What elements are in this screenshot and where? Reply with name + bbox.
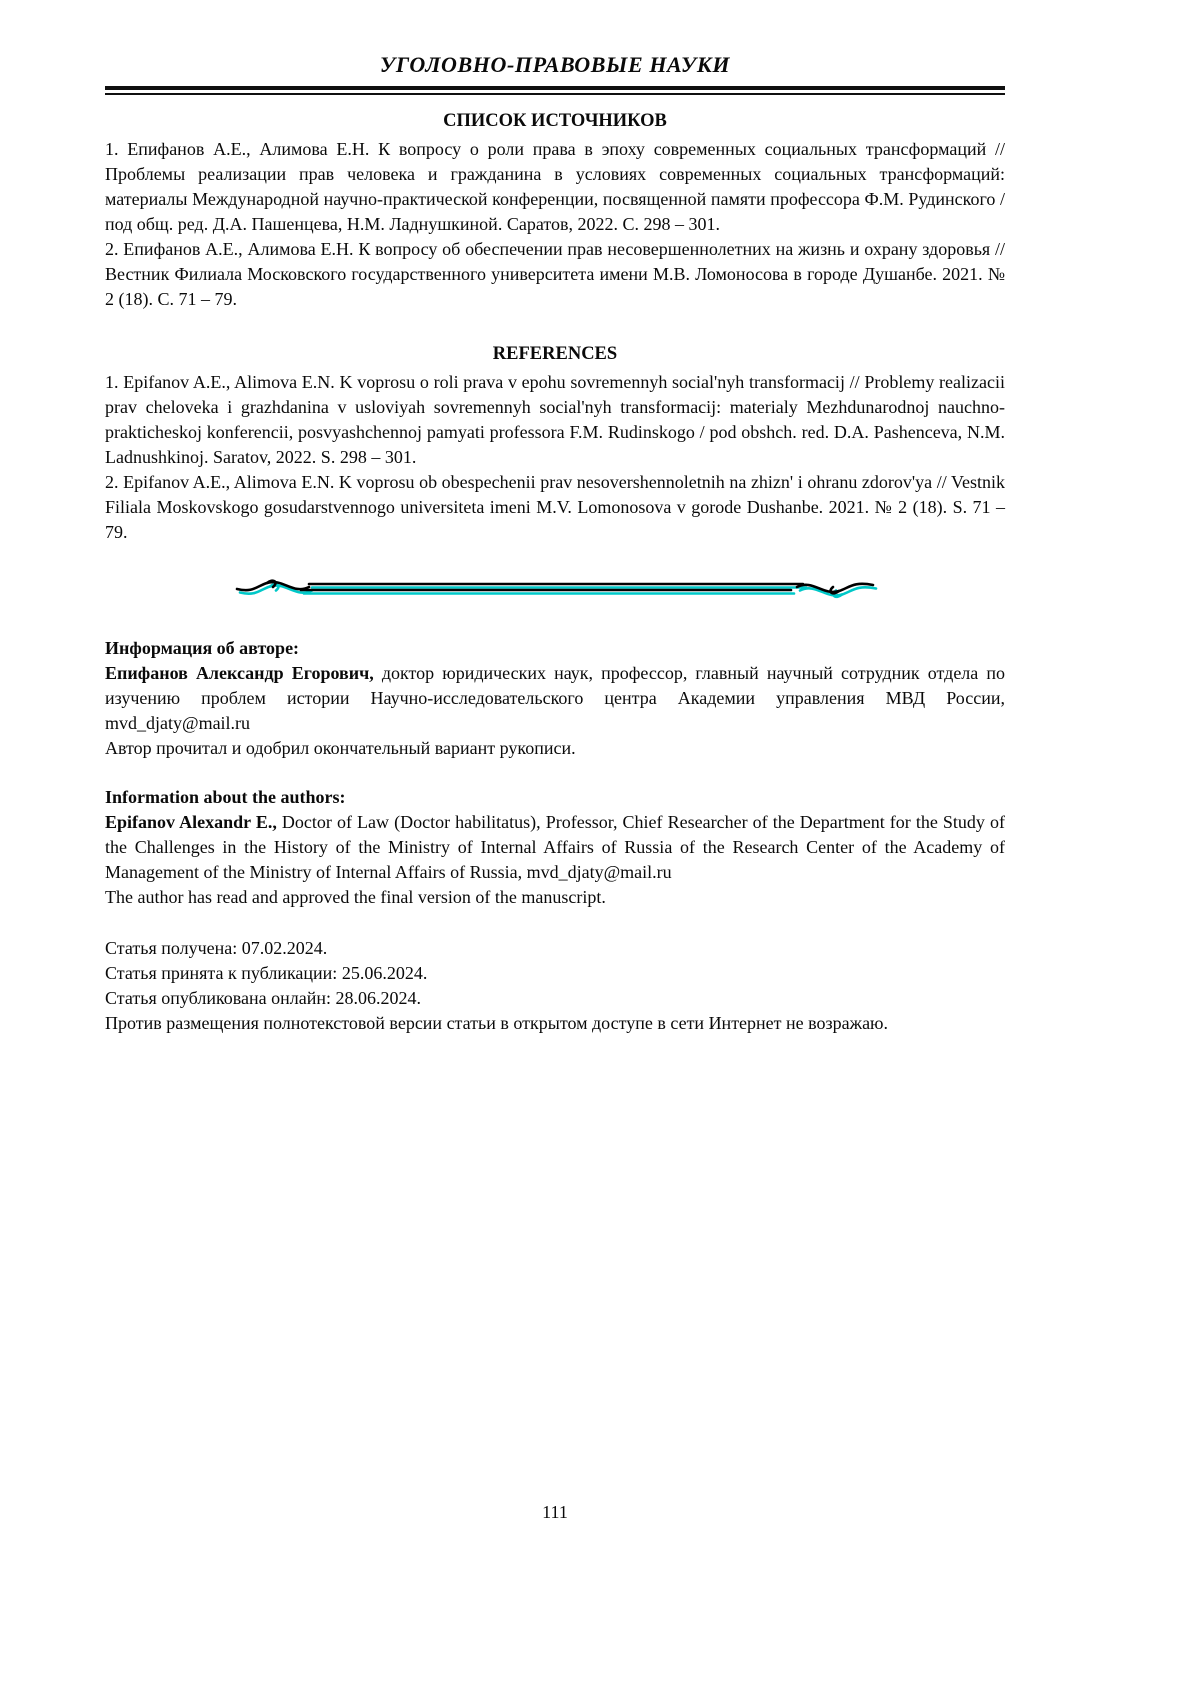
date-published: Статья опубликована онлайн: 28.06.2024. — [105, 988, 422, 1008]
author-info-ru-heading: Информация об авторе: — [105, 638, 300, 658]
author-info-en — [105, 785, 1005, 910]
header-double-rule — [105, 86, 1005, 95]
author-info-en-heading: Information about the authors: — [105, 787, 346, 807]
references-heading: REFERENCES — [492, 344, 618, 364]
reference-item: 2. Epifanov A.E., Alimova E.N. K voprosu ob obespechenii prav nesovershennoletnih na zhizn' i ohranu zdorov'ya // Vestnik Filiala Moskovskogo gosudarstvennogo universiteta imeni M.V. Lomonosova v gorode Dushanbe. 2021. № 2 (18). S. 71 – 79. — [105, 472, 1005, 542]
page-number: 111 — [542, 1502, 568, 1522]
date-received: Статья получена: 07.02.2024. — [105, 938, 328, 958]
section-divider — [105, 577, 1005, 608]
author-info-ru-paragraph — [105, 661, 1005, 736]
date-accepted: Статья принята к публикации: 25.06.2024. — [105, 963, 428, 983]
source-item: 1. Епифанов А.Е., Алимова Е.Н. К вопросу о роли права в эпоху современных социальных трансформаций // Проблемы реализации прав человека и гражданина в условиях современных социальных трансформаций: материалы Международной научно-практической конференции, посвященной памяти профессора Ф.М. Рудинского / под общ. ред. Д.А. Пашенцева, Н.М. Ладнушкиной. Саратов, 2022. С. 298 – 301. — [105, 139, 1005, 234]
divider-ornament-icon — [231, 577, 879, 603]
article-dates — [105, 936, 1005, 1036]
author-details-ru: доктор юридических наук, профессор, главный научный сотрудник отдела по изучению проблем истории Научно-исследовательского центра Академии управления МВД России, mvd_djaty@mail.ru — [105, 663, 1005, 733]
author-name-en: Epifanov Alexandr E., — [105, 812, 277, 832]
reference-item: 1. Epifanov A.E., Alimova E.N. K voprosu o roli prava v epohu sovremennyh social'nyh transformacij // Problemy realizacii prav cheloveka i grazhdanina v usloviyah sovremennyh social'nyh transformacij: materialy Mezhdunarodnoj nauchno-prakticheskoj konferencii, posvyashchennoj pamyati professora F.M. Rudinskogo / pod obshch. red. D.A. Pashenceva, N.M. Ladnushkinoj. Saratov, 2022. S. 298 – 301. — [105, 372, 1005, 467]
author-name-ru: Епифанов Александр Егорович, — [105, 663, 374, 683]
author-info-en-paragraph — [105, 810, 1005, 885]
page-content — [105, 52, 1005, 1036]
author-details-en: Doctor of Law (Doctor habilitatus), Professor, Chief Researcher of the Department for the Study of the Challenges in the History of the Ministry of Internal Affairs of Russia of the Research Center of the Academy of Management of the Ministry of Internal Affairs of Russia, mvd_djaty@mail.ru — [105, 812, 1005, 882]
author-info-ru — [105, 636, 1005, 761]
journal-section-title: УГОЛОВНО-ПРАВОВЫЕ НАУКИ — [379, 52, 731, 77]
sources-heading: СПИСОК ИСТОЧНИКОВ — [443, 111, 667, 131]
author-note-en: The author has read and approved the final version of the manuscript. — [105, 887, 606, 907]
open-access-statement: Против размещения полнотекстовой версии статьи в открытом доступе в сети Интернет не возражаю. — [105, 1013, 889, 1033]
source-item: 2. Епифанов А.Е., Алимова Е.Н. К вопросу об обеспечении прав несовершеннолетних на жизнь и охрану здоровья // Вестник Филиала Московского государственного университета имени М.В. Ломоносова в городе Душанбе. 2021. № 2 (18). С. 71 – 79. — [105, 239, 1005, 309]
author-note-ru: Автор прочитал и одобрил окончательный вариант рукописи. — [105, 738, 576, 758]
